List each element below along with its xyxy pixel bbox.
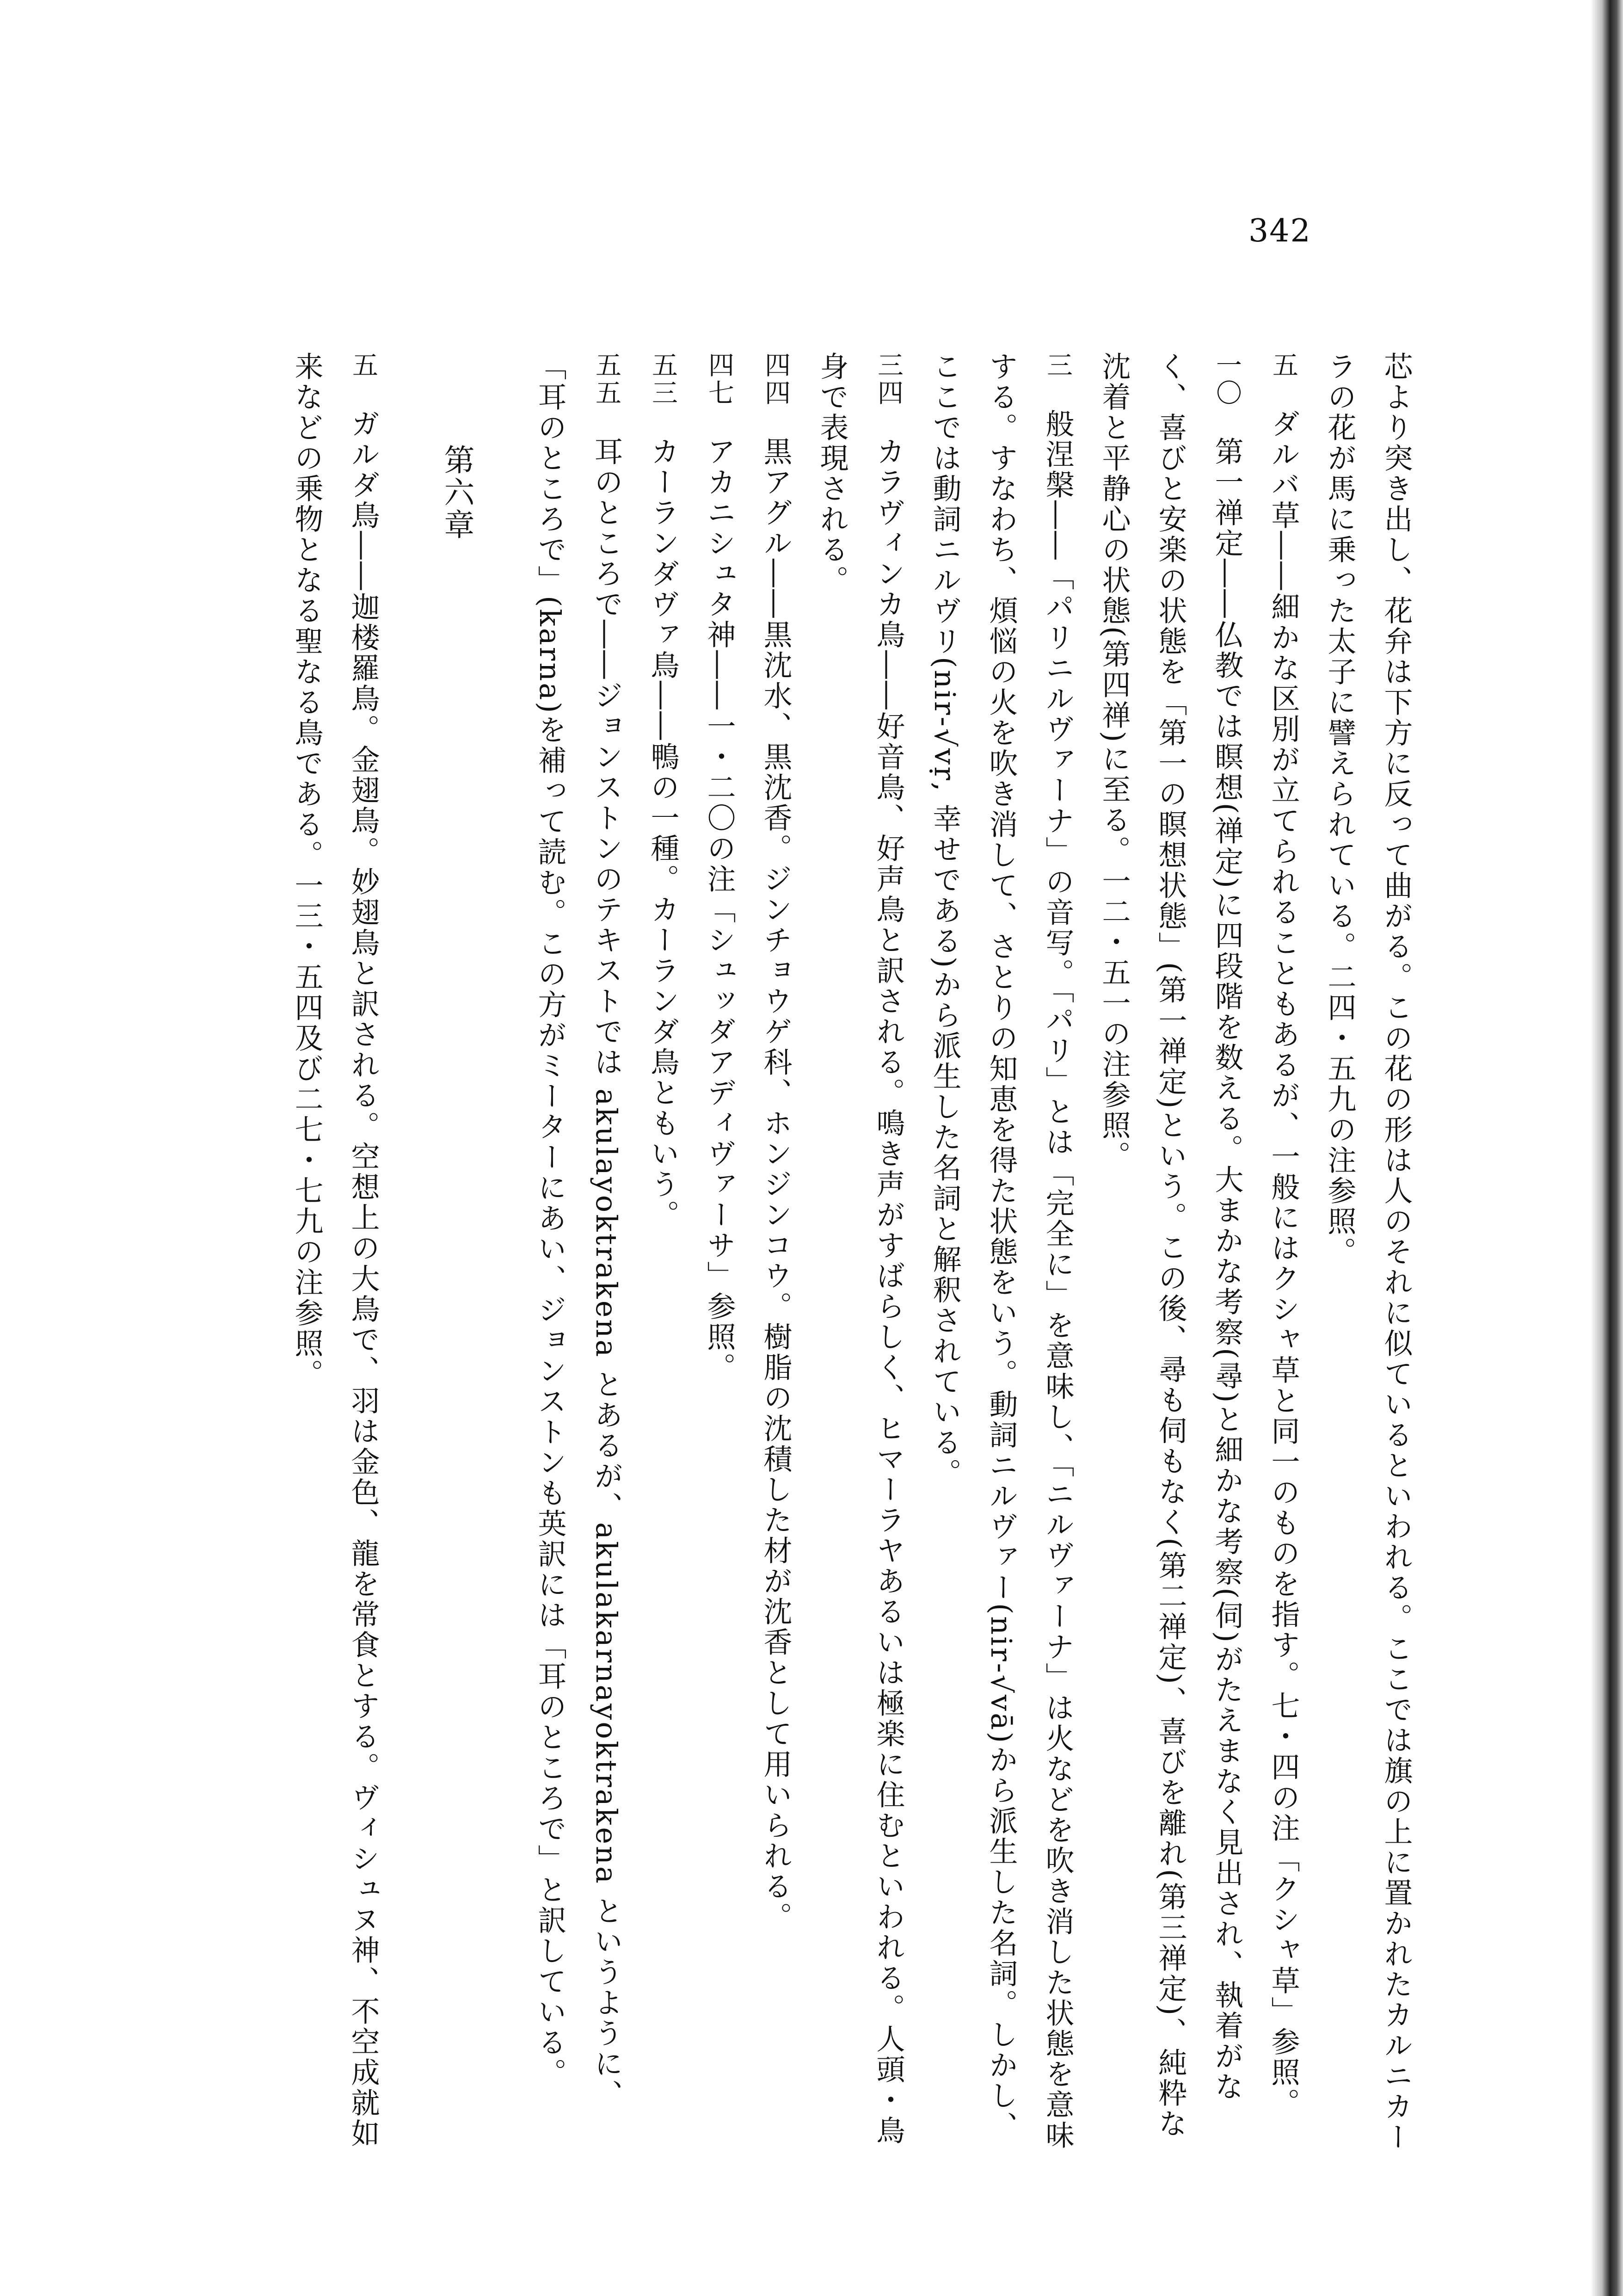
note-entry <box>1086 352 1255 2155</box>
note-marker: 五三 <box>648 352 678 407</box>
note-entry <box>522 352 634 2155</box>
note-marker: 五五 <box>591 352 621 407</box>
note-text: カラヴィンカ鳥――好音鳥、好声鳥と訳される。鳴き声がすばらしく、ヒマーラヤあるいは極楽に住むといわれる。人頭・鳥身で表現される。 <box>815 352 905 2146</box>
note-marker: 一〇 <box>1212 352 1242 407</box>
page-number: 342 <box>1248 213 1311 249</box>
note-entry <box>278 352 391 2155</box>
note-entry <box>1255 352 1311 2155</box>
note-text: 芯より突き出し、花弁は下方に反って曲がる。この花の形は人のそれに似ているといわれる。ここでは旗の上に置かれたカルニカーラの花が馬に乗った太子に譬えられている。二四・五九の注参照。 <box>1323 352 1413 2153</box>
note-text: 般涅槃――「パリニルヴァーナ」の音写。「パリ」とは「完全に」を意味し、「ニルヴァーナ」は火などを吹き消した状態を意味する。すなわち、煩悩の火を吹き消して、さとりの知恵を得た状態をいう。動詞ニルヴァー(nir-√vā)から派生した名詞。しかし、ここでは動詞ニルヴリ(nir-√vṛ, 幸せである)から派生した名詞と解釈されている。 <box>928 352 1075 2151</box>
chapter-heading: 第六章 <box>439 444 474 541</box>
scan-edge <box>1591 0 1623 2296</box>
note-text: 黒アグル――黒沈水、黒沈香。ジンチョウゲ科、ホンジンコウ。樹脂の沈積した材が沈香として用いられる。 <box>759 436 793 1932</box>
note-entry <box>916 352 1086 2155</box>
note-continuation <box>1311 352 1424 2155</box>
note-entry <box>691 352 747 2155</box>
note-marker: 三 <box>1043 352 1073 379</box>
note-text: 第一禅定――仏教では瞑想(禅定)に四段階を数える。大まかな考察(尋)と細かな考察(伺)がたえまなく見出され、執着がなく、喜びと安楽の状態を「第一の瞑想状態」(第一禅定)という。この後、尋も伺もなく(第二禅定)、喜びを離れ(第三禅定)、純粋な沈着と平静心の状態(第四禅)に至る。一二・五一の注参照。 <box>1097 352 1244 2140</box>
note-marker: 四七 <box>704 352 734 407</box>
note-entry <box>634 352 691 2155</box>
note-text: 耳のところで――ジョンストンのテキストでは akulayoktrakena とあるが、akulakarnayoktrakena というように、「耳のところで」(karna)を補って読む。この方がミーターにあい、ジョンストンも英訳には「耳のところで」と訳している。 <box>533 352 623 2110</box>
note-marker: 三四 <box>873 352 904 407</box>
note-text: アカニシュタ神――一・二〇の注「シュッダアディヴァーサ」参照。 <box>702 436 736 1383</box>
note-text: ダルバ草――細かな区別が立てられることもあるが、一般にはクシャ草と同一のものを指す。七・四の注「クシャ草」参照。 <box>1266 408 1300 2118</box>
note-marker: 五 <box>348 352 378 379</box>
note-text: ガルダ鳥――迦楼羅鳥。金翅鳥。妙翅鳥と訳される。空想上の大鳥で、羽は金色、龍を常食とする。ヴィシュヌ神、不空成就如来などの乗物となる聖なる鳥である。一三・五四及び二七・七九の注参照。 <box>290 352 380 2149</box>
note-entry <box>804 352 916 2155</box>
note-entry <box>747 352 804 2155</box>
note-text: カーランダヴァ鳥――鴨の一種。カーランダ鳥ともいう。 <box>646 436 680 1230</box>
note-marker: 五 <box>1268 352 1298 379</box>
vertical-text-block <box>278 352 1424 2155</box>
note-marker: 四四 <box>761 352 791 407</box>
